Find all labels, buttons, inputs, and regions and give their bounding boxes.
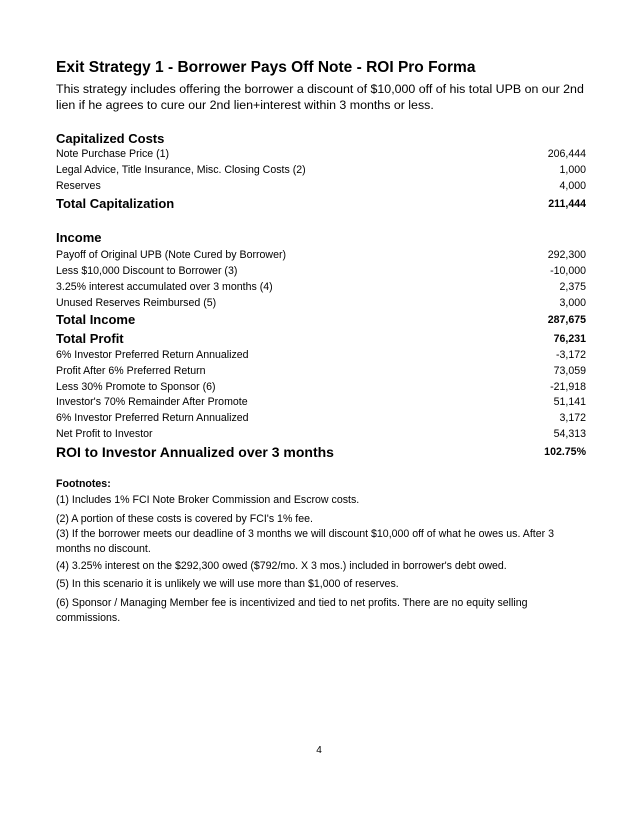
income-row xyxy=(56,296,586,311)
income-heading: Income xyxy=(56,230,102,245)
row-value: 2,375 xyxy=(559,281,586,293)
row-value: -10,000 xyxy=(550,265,586,277)
row-label: Note Purchase Price (1) xyxy=(56,148,170,160)
capitalized-row xyxy=(56,163,586,178)
income-row xyxy=(56,264,586,279)
total-income-row xyxy=(56,311,586,329)
footnotes-heading: Footnotes: xyxy=(56,478,111,490)
profit-row xyxy=(56,395,586,410)
row-label: Legal Advice, Title Insurance, Misc. Closing Costs (2) xyxy=(56,164,306,176)
row-value: -21,918 xyxy=(550,381,586,393)
row-label: Total Profit xyxy=(56,331,124,346)
row-value: 76,231 xyxy=(553,333,586,345)
row-label: Reserves xyxy=(56,180,101,192)
footnote: (3) If the borrower meets our deadline of 3 months we will discount $10,000 off of what he owes us. After 3 months no discount. xyxy=(56,528,554,555)
intro-paragraph: This strategy includes offering the borrower a discount of $10,000 off of his total UPB on our 2nd lien if he agrees to cure our 2nd lien+interest within 3 months or less. xyxy=(56,82,584,112)
total-profit-row xyxy=(56,330,586,348)
row-label: Less 30% Promote to Sponsor (6) xyxy=(56,381,216,393)
profit-row xyxy=(56,411,586,426)
row-label: Unused Reserves Reimbursed (5) xyxy=(56,297,217,309)
row-label: Profit After 6% Preferred Return xyxy=(56,365,206,377)
capitalized-row xyxy=(56,179,586,194)
row-label: Total Income xyxy=(56,312,136,327)
row-value: 211,444 xyxy=(548,198,586,210)
row-value: -3,172 xyxy=(555,349,586,361)
row-label: Less $10,000 Discount to Borrower (3) xyxy=(56,265,238,277)
row-value: 51,141 xyxy=(553,396,586,408)
capitalized-costs-heading: Capitalized Costs xyxy=(56,131,165,146)
page-number: 4 xyxy=(316,745,322,756)
row-value: 206,444 xyxy=(547,148,586,160)
row-label: 6% Investor Preferred Return Annualized xyxy=(56,349,249,361)
row-label: Investor's 70% Remainder After Promote xyxy=(56,396,248,408)
row-value: 54,313 xyxy=(553,428,586,440)
footnote: (5) In this scenario it is unlikely we will use more than $1,000 of reserves. xyxy=(56,578,399,590)
profit-row xyxy=(56,364,586,379)
page-title: Exit Strategy 1 - Borrower Pays Off Note - ROI Pro Forma xyxy=(56,59,476,76)
row-value: 73,059 xyxy=(553,365,586,377)
row-label: Total Capitalization xyxy=(56,196,175,211)
row-value: 292,300 xyxy=(547,249,586,261)
roi-label: ROI to Investor Annualized over 3 months xyxy=(56,444,334,460)
profit-row xyxy=(56,427,586,442)
profit-row xyxy=(56,348,586,363)
roi-row xyxy=(56,442,586,462)
footnote: (2) A portion of these costs is covered by FCI's 1% fee. xyxy=(56,513,313,525)
row-label: 6% Investor Preferred Return Annualized xyxy=(56,412,249,424)
row-value: 4,000 xyxy=(559,180,586,192)
row-value: 3,000 xyxy=(559,297,586,309)
row-value: 1,000 xyxy=(559,164,586,176)
row-label: 3.25% interest accumulated over 3 months (4) xyxy=(56,281,273,293)
capitalized-row xyxy=(56,147,586,162)
row-value: 287,675 xyxy=(547,314,586,326)
income-row xyxy=(56,248,586,263)
footnote: (4) 3.25% interest on the $292,300 owed ($792/mo. X 3 mos.) included in borrower's debt owed. xyxy=(56,560,507,572)
row-label: Payoff of Original UPB (Note Cured by Borrower) xyxy=(56,249,287,261)
profit-row xyxy=(56,380,586,395)
roi-value: 102.75% xyxy=(544,446,586,458)
row-value: 3,172 xyxy=(559,412,586,424)
footnote: (6) Sponsor / Managing Member fee is incentivized and tied to net profits. There are no equity selling commissions. xyxy=(56,597,528,624)
income-row xyxy=(56,280,586,295)
total-capitalization-row xyxy=(56,195,586,213)
row-label: Net Profit to Investor xyxy=(56,428,153,440)
footnote: (1) Includes 1% FCI Note Broker Commission and Escrow costs. xyxy=(56,494,360,506)
